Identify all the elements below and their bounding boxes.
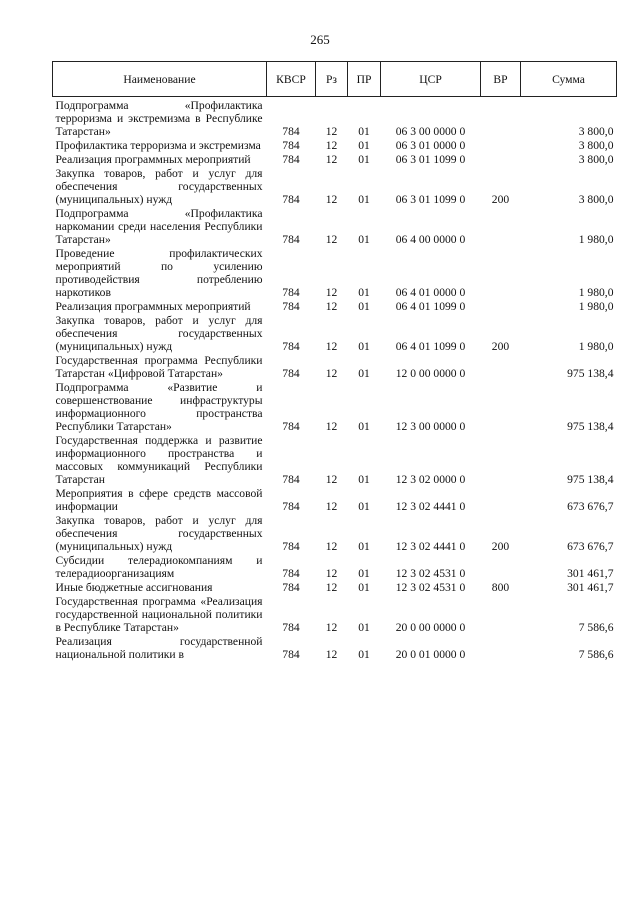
page-number: 265 [310,32,330,47]
table-row [53,554,617,581]
row-sum: 1 980,0 [578,340,614,353]
table-row [53,487,617,514]
table-row [53,167,617,207]
row-rz: 12 [325,648,338,661]
row-csr: 06 4 01 1099 0 [395,300,466,313]
row-name: Закупка товаров, работ и услуг для обеспечения государственных (муниципальных) нужд [55,167,263,206]
row-vr [481,139,521,153]
row-rz: 12 [325,300,338,313]
row-pr: 01 [358,648,370,661]
row-kvsr: 784 [282,233,300,246]
table-body [53,97,617,663]
row-kvsr: 784 [282,139,300,152]
row-name: Иные бюджетные ассигнования [55,581,213,594]
row-name: Субсидии телерадиокомпаниям и телерадиоорганизациям [55,554,263,580]
row-rz: 12 [325,500,338,513]
table-row [53,635,617,662]
row-sum: 975 138,4 [567,420,614,433]
row-name: Реализация программных мероприятий [55,153,251,166]
row-vr [481,354,521,381]
row-pr: 01 [358,233,370,246]
table-row [53,153,617,167]
header-rz: Рз [316,62,348,97]
row-pr: 01 [358,581,370,594]
row-pr: 01 [358,420,370,433]
row-sum: 301 461,7 [567,567,614,580]
row-kvsr: 784 [282,473,300,486]
row-name: Подпрограмма «Профилактика терроризма и экстремизма в Республике Татарстан» [55,99,263,138]
row-vr [481,635,521,662]
table-row [53,381,617,434]
row-vr [481,153,521,167]
row-name: Подпрограмма «Развитие и совершенствование инфраструктуры информационного пространства Республики Татарстан» [55,381,263,433]
row-kvsr: 784 [282,540,300,553]
row-sum: 3 800,0 [578,125,614,138]
row-pr: 01 [358,567,370,580]
row-name: Закупка товаров, работ и услуг для обеспечения государственных (муниципальных) нужд [55,514,263,553]
table-header-row [53,62,617,97]
row-name: Закупка товаров, работ и услуг для обеспечения государственных (муниципальных) нужд [55,314,263,353]
row-pr: 01 [358,540,370,553]
row-kvsr: 784 [282,340,300,353]
row-kvsr: 784 [282,300,300,313]
row-rz: 12 [325,193,338,206]
row-pr: 01 [358,153,370,166]
row-name: Реализация программных мероприятий [55,300,251,313]
row-kvsr: 784 [282,153,300,166]
budget-table [52,61,617,662]
row-kvsr: 784 [282,420,300,433]
row-rz: 12 [325,540,338,553]
table-row [53,314,617,354]
row-sum: 1 980,0 [578,300,614,313]
row-kvsr: 784 [282,581,300,594]
row-kvsr: 784 [282,286,300,299]
row-kvsr: 784 [282,367,300,380]
row-sum: 3 800,0 [578,139,614,152]
row-rz: 12 [325,473,338,486]
row-kvsr: 784 [282,648,300,661]
row-vr: 200 [491,193,510,206]
row-name: Государственная программа «Реализация государственной национальной политики в Республике Татарстан» [55,595,263,634]
row-vr [481,595,521,635]
row-sum: 3 800,0 [578,153,614,166]
table-row [53,139,617,153]
row-rz: 12 [325,153,338,166]
header-pr: ПР [348,62,381,97]
header-csr: ЦСР [381,62,481,97]
row-sum: 7 586,6 [578,648,614,661]
row-name: Профилактика терроризма и экстремизма [55,139,261,152]
row-csr: 12 3 02 4441 0 [395,500,466,513]
row-csr: 12 3 02 4531 0 [395,567,466,580]
row-pr: 01 [358,340,370,353]
row-pr: 01 [358,125,370,138]
row-csr: 06 3 00 0000 0 [395,125,466,138]
row-kvsr: 784 [282,567,300,580]
table-row [53,97,617,140]
row-vr [481,554,521,581]
row-sum: 673 676,7 [567,500,614,513]
row-pr: 01 [358,139,370,152]
table-row [53,207,617,247]
row-name: Государственная программа Республики Татарстан «Цифровой Татарстан» [55,354,263,380]
row-csr: 12 3 00 0000 0 [395,420,466,433]
row-pr: 01 [358,193,370,206]
row-kvsr: 784 [282,500,300,513]
header-sum: Сумма [521,62,617,97]
row-rz: 12 [325,581,338,594]
row-pr: 01 [358,300,370,313]
row-kvsr: 784 [282,125,300,138]
row-sum: 1 980,0 [578,233,614,246]
table-row [53,514,617,554]
row-pr: 01 [358,500,370,513]
row-rz: 12 [325,286,338,299]
row-pr: 01 [358,621,370,634]
row-sum: 975 138,4 [567,473,614,486]
row-rz: 12 [325,125,338,138]
row-sum: 673 676,7 [567,540,614,553]
row-csr: 12 3 02 0000 0 [395,473,466,486]
row-pr: 01 [358,473,370,486]
row-vr: 800 [491,581,510,594]
row-rz: 12 [325,567,338,580]
row-csr: 06 3 01 1099 0 [395,193,466,206]
row-vr [481,487,521,514]
row-kvsr: 784 [282,621,300,634]
row-csr: 06 4 00 0000 0 [395,233,466,246]
table-row [53,354,617,381]
row-vr [481,300,521,314]
table-row [53,434,617,487]
row-csr: 12 3 02 4531 0 [395,581,466,594]
row-sum: 1 980,0 [578,286,614,299]
row-vr [481,381,521,434]
row-rz: 12 [325,367,338,380]
row-rz: 12 [325,621,338,634]
row-csr: 20 0 01 0000 0 [395,648,466,661]
row-sum: 975 138,4 [567,367,614,380]
row-csr: 12 0 00 0000 0 [395,367,466,380]
row-csr: 06 3 01 1099 0 [395,153,466,166]
row-csr: 06 4 01 1099 0 [395,340,466,353]
row-pr: 01 [358,286,370,299]
row-csr: 12 3 02 4441 0 [395,540,466,553]
row-csr: 06 3 01 0000 0 [395,139,466,152]
header-vr: ВР [481,62,521,97]
row-rz: 12 [325,420,338,433]
row-rz: 12 [325,233,338,246]
row-vr [481,207,521,247]
row-vr: 200 [491,540,510,553]
row-csr: 20 0 00 0000 0 [395,621,466,634]
row-vr [481,247,521,300]
row-sum: 3 800,0 [578,193,614,206]
table-row [53,595,617,635]
row-pr: 01 [358,367,370,380]
row-rz: 12 [325,139,338,152]
row-vr: 200 [491,340,510,353]
row-sum: 301 461,7 [567,581,614,594]
row-vr [481,434,521,487]
row-name: Реализация государственной национальной политики в [55,635,263,661]
row-name: Подпрограмма «Профилактика наркомании среди населения Республики Татарстан» [55,207,263,246]
row-name: Проведение профилактических мероприятий по усилению противодействия потреблению наркотиков [55,247,263,299]
header-kvsr: КВСР [267,62,316,97]
row-kvsr: 784 [282,193,300,206]
table-row [53,581,617,595]
table-row [53,300,617,314]
table-row [53,247,617,300]
row-sum: 7 586,6 [578,621,614,634]
row-vr [481,97,521,140]
row-name: Государственная поддержка и развитие информационного пространства и массовых коммуникаций Республики Татарстан [55,434,263,486]
row-rz: 12 [325,340,338,353]
header-name: Наименование [53,62,267,97]
row-name: Мероприятия в сфере средств массовой информации [55,487,263,513]
row-csr: 06 4 01 0000 0 [395,286,466,299]
